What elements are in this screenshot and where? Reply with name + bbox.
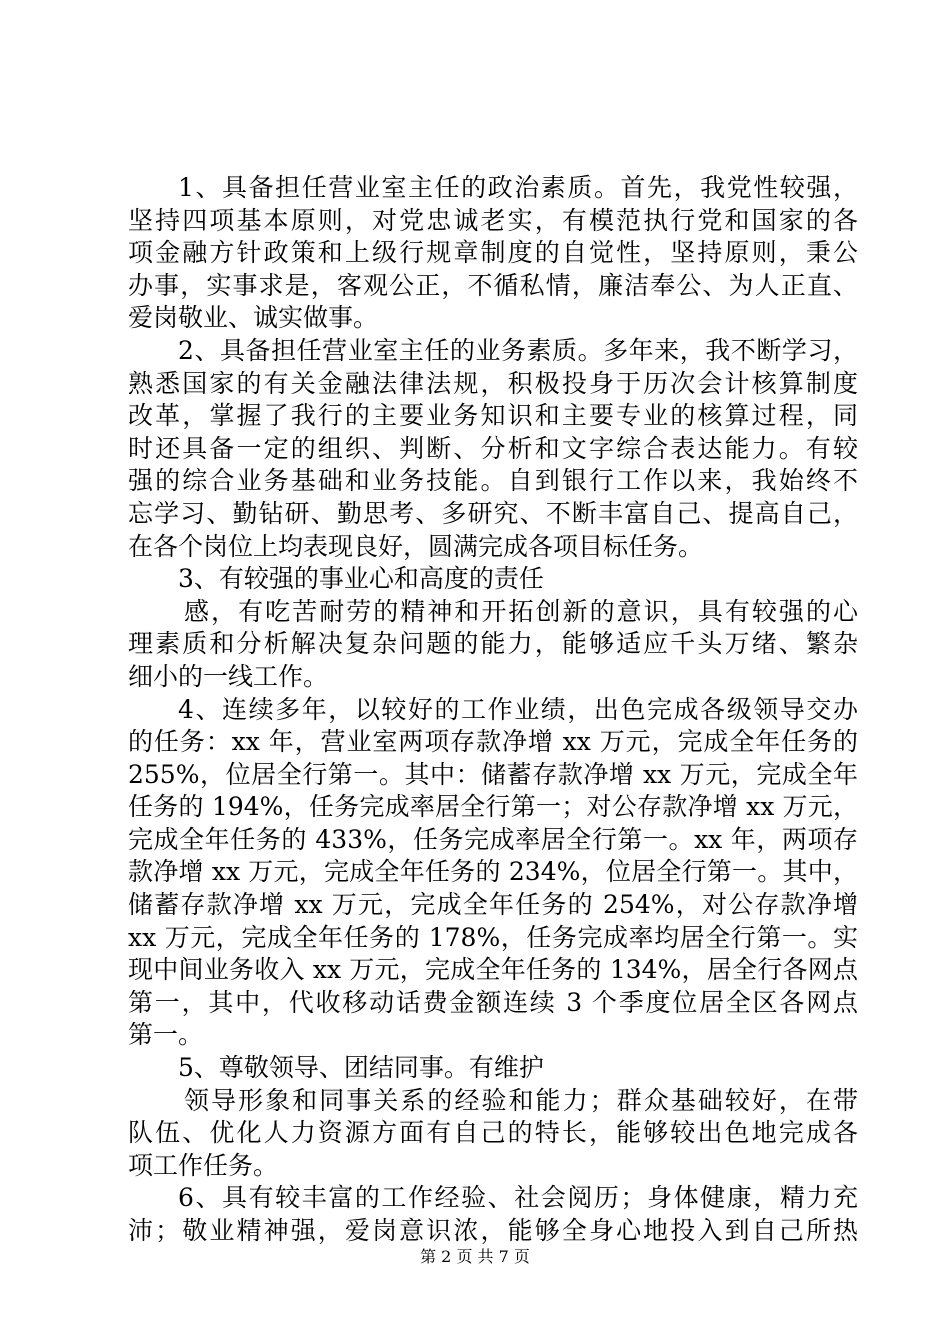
text-line: 第一，其中，代收移动话费金额连续 3 个季度位居全区各网点	[128, 987, 858, 1017]
text-line: 5、尊敬领导、团结同事。有维护	[178, 1053, 544, 1083]
page-footer	[0, 1244, 950, 1267]
text-line: 任务的 194%，任务完成率居全行第一；对公存款净增 xx 万元，	[128, 792, 858, 822]
text-line: 沛；敬业精神强，爱岗意识浓，能够全身心地投入到自己所热	[128, 1216, 858, 1245]
text-line: 3、有较强的事业心和高度的责任	[178, 564, 544, 594]
text-line: 现中间业务收入 xx 万元，完成全年任务的 134%，居全行各网点	[128, 955, 858, 985]
page-number-label: 第 2 页 共 7 页	[420, 1247, 530, 1266]
text-line: 项金融方针政策和上级行规章制度的自觉性，坚持原则，秉公	[128, 238, 858, 268]
text-line: 完成全年任务的 433%，任务完成率居全行第一。xx 年，两项存	[128, 824, 858, 854]
text-line: 理素质和分析解决复杂问题的能力，能够适应千头万绪、繁杂	[128, 629, 858, 659]
text-line: 队伍、优化人力资源方面有自己的特长，能够较出色地完成各	[128, 1118, 858, 1148]
text-line: 项工作任务。	[128, 1150, 279, 1180]
text-line: 在各个岗位上均表现良好，圆满完成各项目标任务。	[128, 531, 704, 561]
text-line: 坚持四项基本原则，对党忠诚老实，有模范执行党和国家的各	[128, 205, 858, 235]
text-line: 的任务：xx 年，营业室两项存款净增 xx 万元，完成全年任务的	[128, 727, 858, 757]
text-line: 感，有吃苦耐劳的精神和开拓创新的意识，具有较强的心	[184, 596, 858, 626]
text-line: 储蓄存款净增 xx 万元，完成全年任务的 254%，对公存款净增	[128, 890, 858, 920]
text-line: 强的综合业务基础和业务技能。自到银行工作以来，我始终不	[128, 466, 858, 496]
text-line: xx 万元，完成全年任务的 178%，任务完成率均居全行第一。实	[128, 922, 858, 952]
document-body	[128, 172, 858, 1248]
text-line: 时还具备一定的组织、判断、分析和文字综合表达能力。有较	[128, 433, 858, 463]
text-line: 6、具有较丰富的工作经验、社会阅历；身体健康，精力充	[178, 1183, 858, 1213]
text-line: 办事，实事求是，客观公正，不循私情，廉洁奉公、为人正直、	[128, 270, 858, 300]
text-line: 细小的一线工作。	[128, 661, 329, 691]
text-line: 爱岗敬业、诚实做事。	[128, 303, 379, 333]
text-line: 第一。	[128, 1020, 204, 1050]
text-line: 领导形象和同事关系的经验和能力；群众基础较好，在带	[184, 1085, 858, 1115]
text-line: 忘学习、勤钻研、勤思考、多研究、不断丰富自己、提高自己，	[128, 498, 858, 528]
text-line: 款净增 xx 万元，完成全年任务的 234%，位居全行第一。其中，	[128, 857, 858, 887]
text-line: 4、连续多年，以较好的工作业绩，出色完成各级领导交办	[178, 694, 858, 724]
text-line: 改革，掌握了我行的主要业务知识和主要专业的核算过程，同	[128, 401, 858, 431]
text-line: 2、具备担任营业室主任的业务素质。多年来，我不断学习，	[178, 335, 858, 365]
text-line: 1、具备担任营业室主任的政治素质。首先，我党性较强，	[178, 173, 858, 202]
text-line: 255%，位居全行第一。其中：储蓄存款净增 xx 万元，完成全年	[128, 759, 858, 789]
text-line: 熟悉国家的有关金融法律法规，积极投身于历次会计核算制度	[128, 368, 858, 398]
